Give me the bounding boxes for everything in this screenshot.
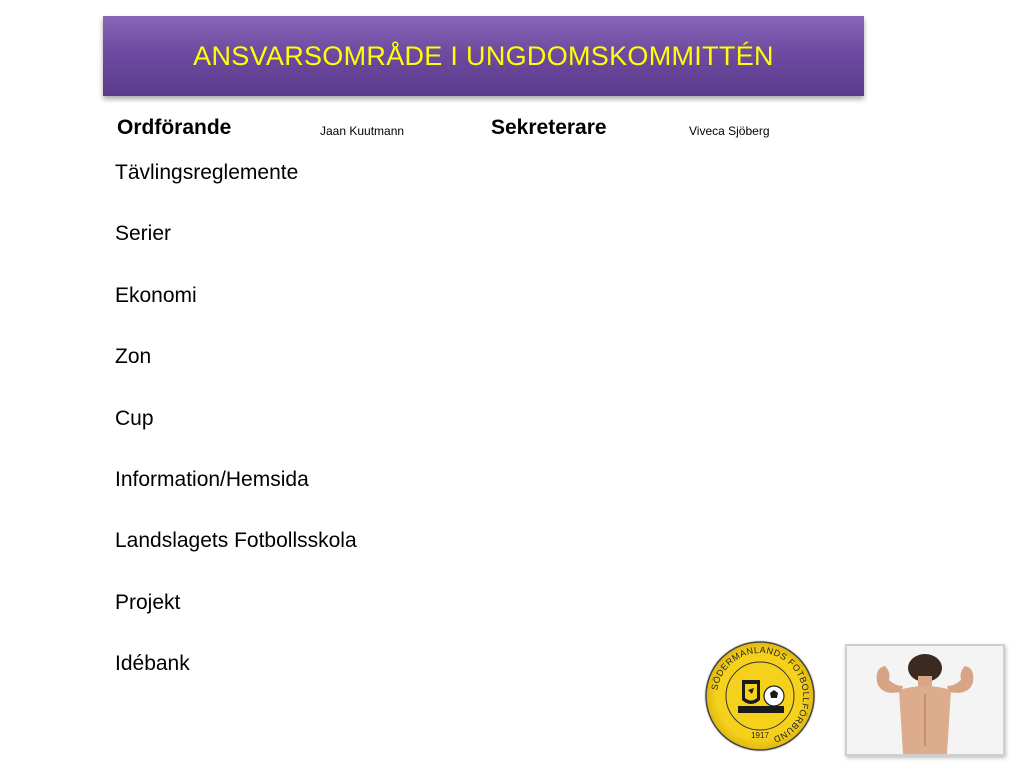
association-logo: [702, 638, 818, 754]
logo-year: 1917: [751, 731, 769, 740]
list-item: Information/Hemsida: [115, 467, 309, 491]
secretary-name: Viveca Sjöberg: [689, 124, 770, 138]
slide-title: ANSVARSOMRÅDE I UNGDOMSKOMMITTÉN: [193, 40, 774, 71]
list-item: Tävlingsreglemente: [115, 161, 299, 184]
list-item: Projekt: [115, 590, 181, 614]
list-item: Serier: [115, 222, 172, 246]
secretary-role-label: Sekreterare: [491, 116, 607, 139]
responsibility-list: [115, 158, 357, 711]
chair-role-label: Ordförande: [117, 116, 232, 139]
child-flexing-photo: [845, 644, 1005, 756]
list-item: Zon: [115, 345, 152, 369]
list-item: Idébank: [115, 652, 190, 676]
list-item: Cup: [115, 406, 154, 430]
list-item: Landslagets Fotbollsskola: [115, 529, 357, 553]
chair-name: Jaan Kuutmann: [320, 124, 405, 138]
list-item: Ekonomi: [115, 283, 197, 307]
svg-text:SÖDERMANLANDS FOTBOLLFÖRBUND: SÖDERMANLANDS FOTBOLLFÖRBUND: [709, 644, 812, 745]
title-banner: [103, 16, 864, 96]
